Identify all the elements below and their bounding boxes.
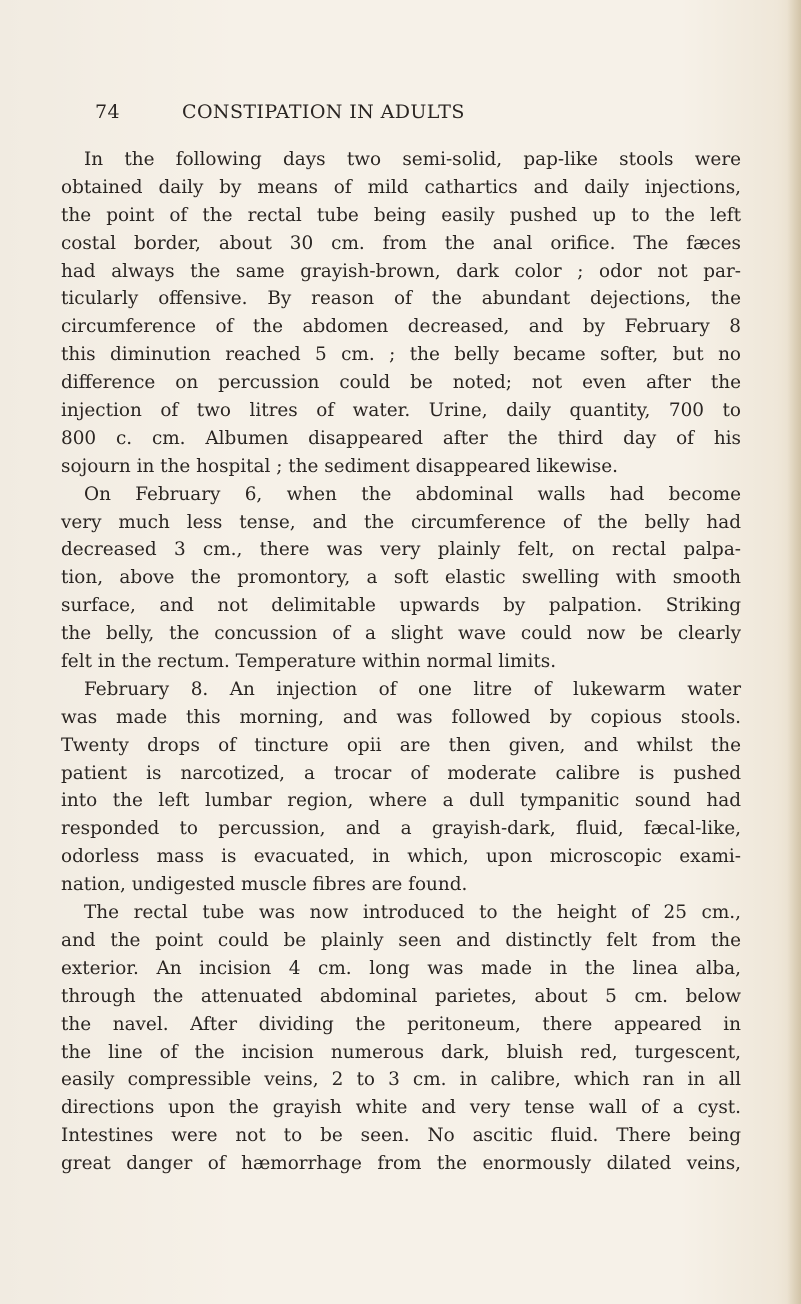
text-line: the line of the incision numerous dark, bluish red, turgescent,: [61, 1041, 741, 1063]
text-line: The rectal tube was now introduced to the height of 25 cm.,: [84, 902, 741, 924]
text-line: the belly, the concussion of a slight wave could now be clearly: [61, 623, 741, 645]
page-edge-shadow: [787, 0, 801, 1304]
text-line: through the attenuated abdominal parietes, about 5 cm. below: [61, 985, 741, 1007]
text-line: directions upon the grayish white and very tense wall of a cyst.: [61, 1097, 741, 1119]
text-line: the navel. After dividing the peritoneum, there appeared in: [61, 1013, 741, 1035]
text-line: felt in the rectum. Temperature within normal limits.: [61, 651, 557, 673]
text-line: circumference of the abdomen decreased, and by February 8: [61, 316, 741, 338]
text-line: had always the same grayish-brown, dark color ; odor not par-: [61, 260, 741, 282]
text-line: 800 c. cm. Albumen disappeared after the third day of his: [61, 427, 741, 449]
text-line: difference on percussion could be noted; not even after the: [61, 372, 741, 394]
text-line: easily compressible veins, 2 to 3 cm. in calibre, which ran in all: [61, 1069, 741, 1091]
page-number: 74: [95, 101, 120, 123]
text-line: sojourn in the hospital ; the sediment disappeared likewise.: [61, 455, 618, 477]
text-line: Twenty drops of tincture opii are then given, and whilst the: [61, 734, 741, 756]
text-line: In the following days two semi-solid, pap-like stools were: [84, 149, 741, 170]
text-line: nation, undigested muscle fibres are found.: [61, 874, 468, 896]
text-line: odorless mass is evacuated, in which, upon microscopic exami-: [61, 846, 741, 868]
text-line: costal border, about 30 cm. from the anal orifice. The fæces: [61, 232, 741, 254]
text-line: February 8. An injection of one litre of lukewarm water: [84, 678, 741, 700]
text-line: exterior. An incision 4 cm. long was made in the linea alba,: [61, 957, 741, 979]
text-line: patient is narcotized, a trocar of moderate calibre is pushed: [61, 762, 741, 784]
text-line: the point of the rectal tube being easily pushed up to the left: [61, 204, 741, 226]
text-line: Intestines were not to be seen. No ascitic fluid. There being: [61, 1125, 741, 1147]
text-line: responded to percussion, and a grayish-dark, fluid, fæcal-like,: [61, 818, 741, 840]
running-header: [95, 101, 735, 131]
text-line: very much less tense, and the circumference of the belly had: [61, 511, 741, 533]
text-line: surface, and not delimitable upwards by palpation. Striking: [61, 595, 741, 617]
text-line: obtained daily by means of mild cathartics and daily injections,: [61, 176, 741, 198]
text-line: injection of two litres of water. Urine, daily quantity, 700 to: [61, 400, 741, 422]
body-text: [61, 146, 741, 1178]
text-line: was made this morning, and was followed by copious stools.: [61, 706, 741, 728]
text-line: On February 6, when the abdominal walls had become: [84, 483, 741, 505]
text-line: decreased 3 cm., there was very plainly felt, on rectal palpa-: [61, 539, 741, 561]
running-title: CONSTIPATION IN ADULTS: [182, 101, 465, 123]
text-line: this diminution reached 5 cm. ; the belly became softer, but no: [61, 344, 741, 366]
text-line: great danger of hæmorrhage from the enormously dilated veins,: [61, 1153, 741, 1175]
text-line: tion, above the promontory, a soft elastic swelling with smooth: [61, 567, 741, 589]
text-line: into the left lumbar region, where a dull tympanitic sound had: [61, 790, 741, 812]
text-line: and the point could be plainly seen and distinctly felt from the: [61, 929, 741, 951]
text-line: ticularly offensive. By reason of the abundant dejections, the: [61, 288, 741, 310]
